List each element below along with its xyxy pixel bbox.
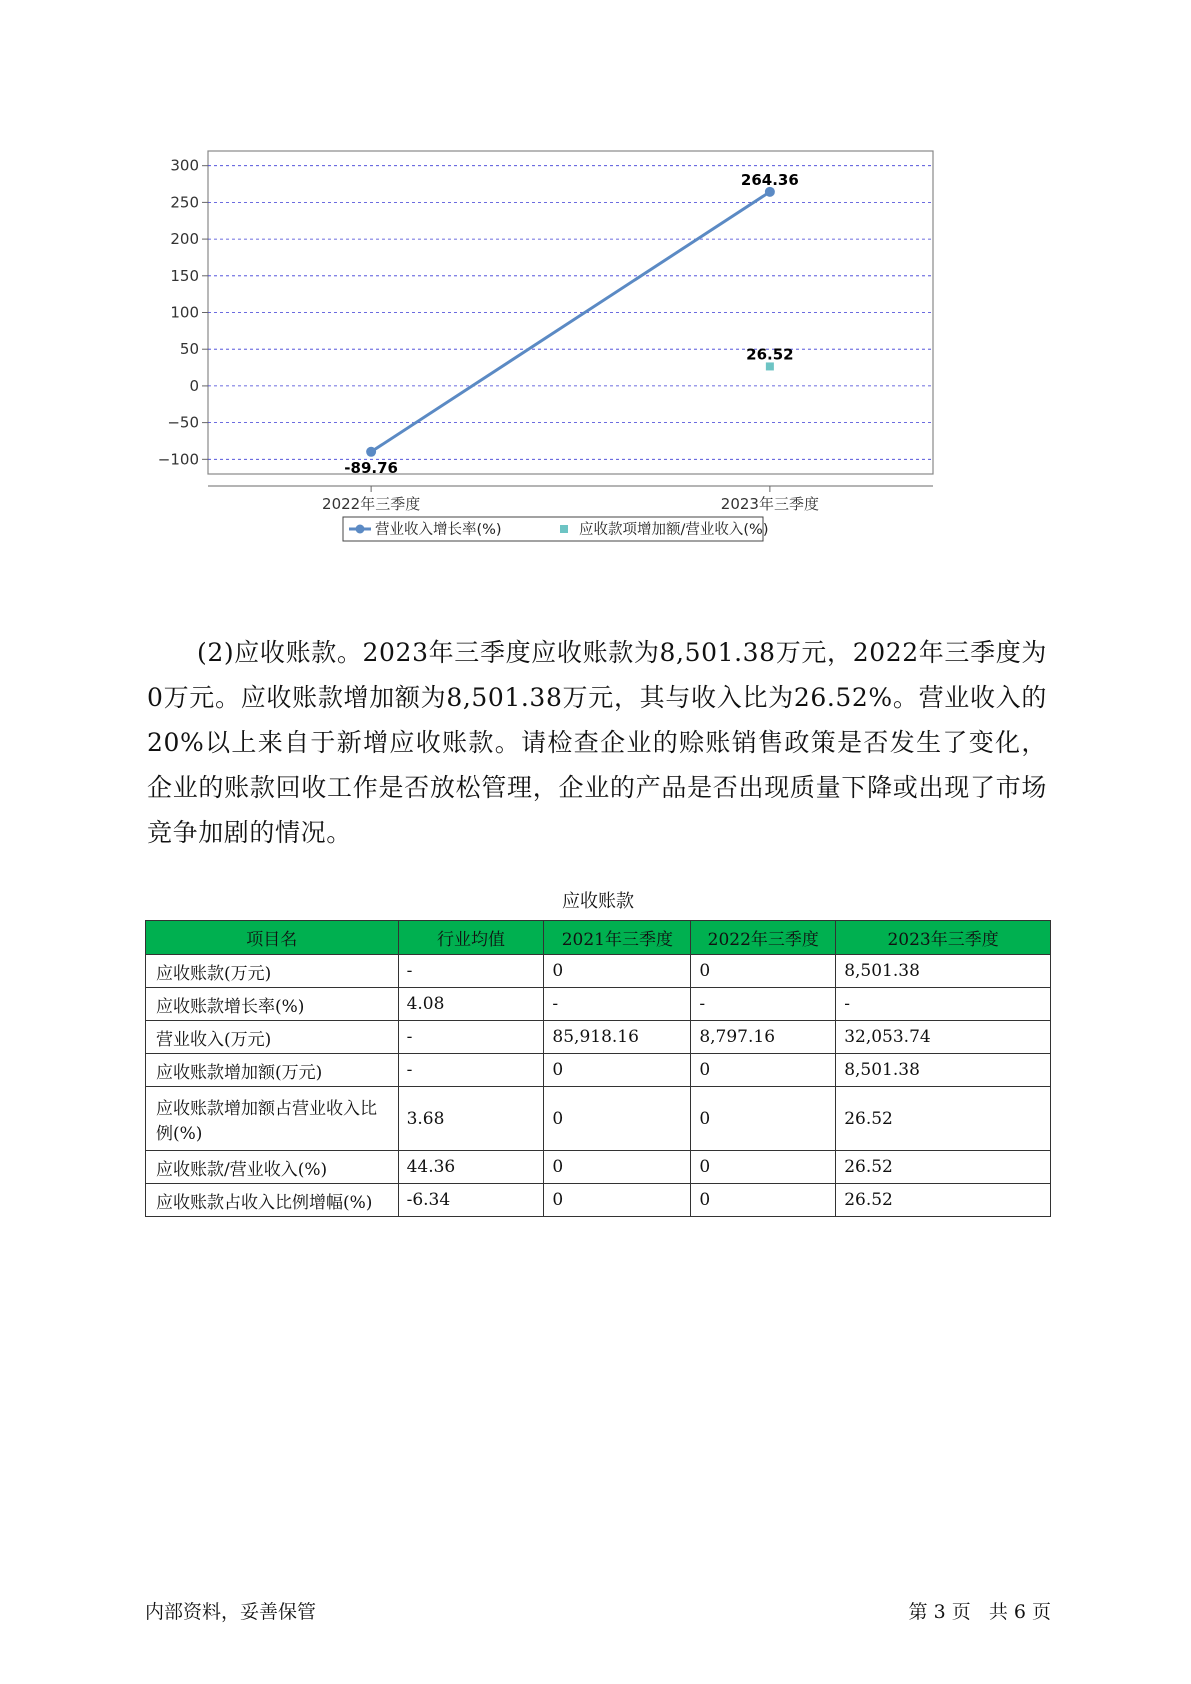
cell: 8,501.38 xyxy=(836,1054,1051,1087)
y-axis-ticks xyxy=(158,157,208,469)
cell: - xyxy=(398,955,544,988)
row-name: 应收账款/营业收入(%) xyxy=(146,1151,399,1184)
table-header-row xyxy=(146,921,1051,955)
cell: - xyxy=(691,988,836,1021)
y-tick-label: 300 xyxy=(170,156,199,175)
cell: 26.52 xyxy=(836,1087,1051,1151)
y-tick-label: 250 xyxy=(170,193,199,212)
cell: 0 xyxy=(691,1054,836,1087)
row-name: 营业收入(万元) xyxy=(146,1021,399,1054)
cell: 0 xyxy=(691,1087,836,1151)
cell: -6.34 xyxy=(398,1184,544,1217)
cell: 0 xyxy=(544,1054,691,1087)
header-cell: 项目名 xyxy=(146,921,399,955)
y-tick-label: 100 xyxy=(170,303,199,322)
header-cell: 2023年三季度 xyxy=(836,921,1051,955)
line-chart xyxy=(150,150,1020,590)
y-tick-label: −50 xyxy=(167,413,199,432)
table-row xyxy=(146,1021,1051,1054)
legend-swatch xyxy=(560,525,568,533)
y-tick-label: −100 xyxy=(157,450,199,469)
cell: 0 xyxy=(691,1184,836,1217)
table-title: 应收账款 xyxy=(562,891,634,912)
row-name: 应收账款增加额占营业收入比例(%) xyxy=(146,1087,399,1151)
table-row xyxy=(146,1087,1051,1151)
x-tick-label: 2023年三季度 xyxy=(720,495,819,513)
analysis-paragraph: (2)应收账款。2023年三季度应收账款为8,501.38万元，2022年三季度为0万元。应收账款增加额为8,501.38万元，其与收入比为26.52%。营业收入的20%以上来自于新增应收账款。请检查企业的赊账销售政策是否发生了变化，企业的账款回收工作是否放松管理，企业的产品是否出现质量下降或出现了市场竞争加剧的情况。 xyxy=(147,638,1047,847)
y-tick-label: 200 xyxy=(170,230,199,249)
cell: - xyxy=(398,1054,544,1087)
y-tick-label: 150 xyxy=(170,266,199,285)
table-row xyxy=(146,1054,1051,1087)
x-axis-ticks xyxy=(322,486,819,513)
footer-page-number: 第 3 页 共 6 页 xyxy=(908,1601,1051,1623)
data-point xyxy=(366,447,376,457)
table-row xyxy=(146,955,1051,988)
row-name: 应收账款增加额(万元) xyxy=(146,1054,399,1087)
cell: 0 xyxy=(691,1151,836,1184)
cell: 0 xyxy=(691,955,836,988)
row-name: 应收账款(万元) xyxy=(146,955,399,988)
table-row xyxy=(146,988,1051,1021)
cell: 85,918.16 xyxy=(544,1021,691,1054)
cell: 3.68 xyxy=(398,1087,544,1151)
y-tick-label: 0 xyxy=(189,376,199,395)
data-point xyxy=(766,362,774,370)
cell: 26.52 xyxy=(836,1184,1051,1217)
cell: 0 xyxy=(544,955,691,988)
cell: - xyxy=(836,988,1051,1021)
table-row xyxy=(146,1184,1051,1217)
data-label: 264.36 xyxy=(740,170,799,189)
data-label: 26.52 xyxy=(746,345,794,364)
legend-label: 应收款项增加额/营业收入(%) xyxy=(579,522,769,538)
receivables-table xyxy=(145,920,1051,1217)
cell: - xyxy=(398,1021,544,1054)
cell: - xyxy=(544,988,691,1021)
x-tick-label: 2022年三季度 xyxy=(322,495,421,513)
cell: 32,053.74 xyxy=(836,1021,1051,1054)
row-name: 应收账款增长率(%) xyxy=(146,988,399,1021)
header-cell: 行业均值 xyxy=(398,921,544,955)
legend xyxy=(343,517,768,541)
cell: 26.52 xyxy=(836,1151,1051,1184)
row-name: 应收账款占收入比例增幅(%) xyxy=(146,1184,399,1217)
legend-label: 营业收入增长率(%) xyxy=(375,522,502,538)
footer-confidential-note: 内部资料，妥善保管 xyxy=(145,1601,317,1623)
header-cell: 2022年三季度 xyxy=(691,921,836,955)
cell: 8,501.38 xyxy=(836,955,1051,988)
cell: 0 xyxy=(544,1151,691,1184)
header-cell: 2021年三季度 xyxy=(544,921,691,955)
legend-swatch xyxy=(356,525,365,534)
cell: 0 xyxy=(544,1087,691,1151)
cell: 0 xyxy=(544,1184,691,1217)
data-label: -89.76 xyxy=(344,458,398,477)
cell: 8,797.16 xyxy=(691,1021,836,1054)
cell: 44.36 xyxy=(398,1151,544,1184)
table-row xyxy=(146,1151,1051,1184)
cell: 4.08 xyxy=(398,988,544,1021)
y-tick-label: 50 xyxy=(179,340,199,359)
